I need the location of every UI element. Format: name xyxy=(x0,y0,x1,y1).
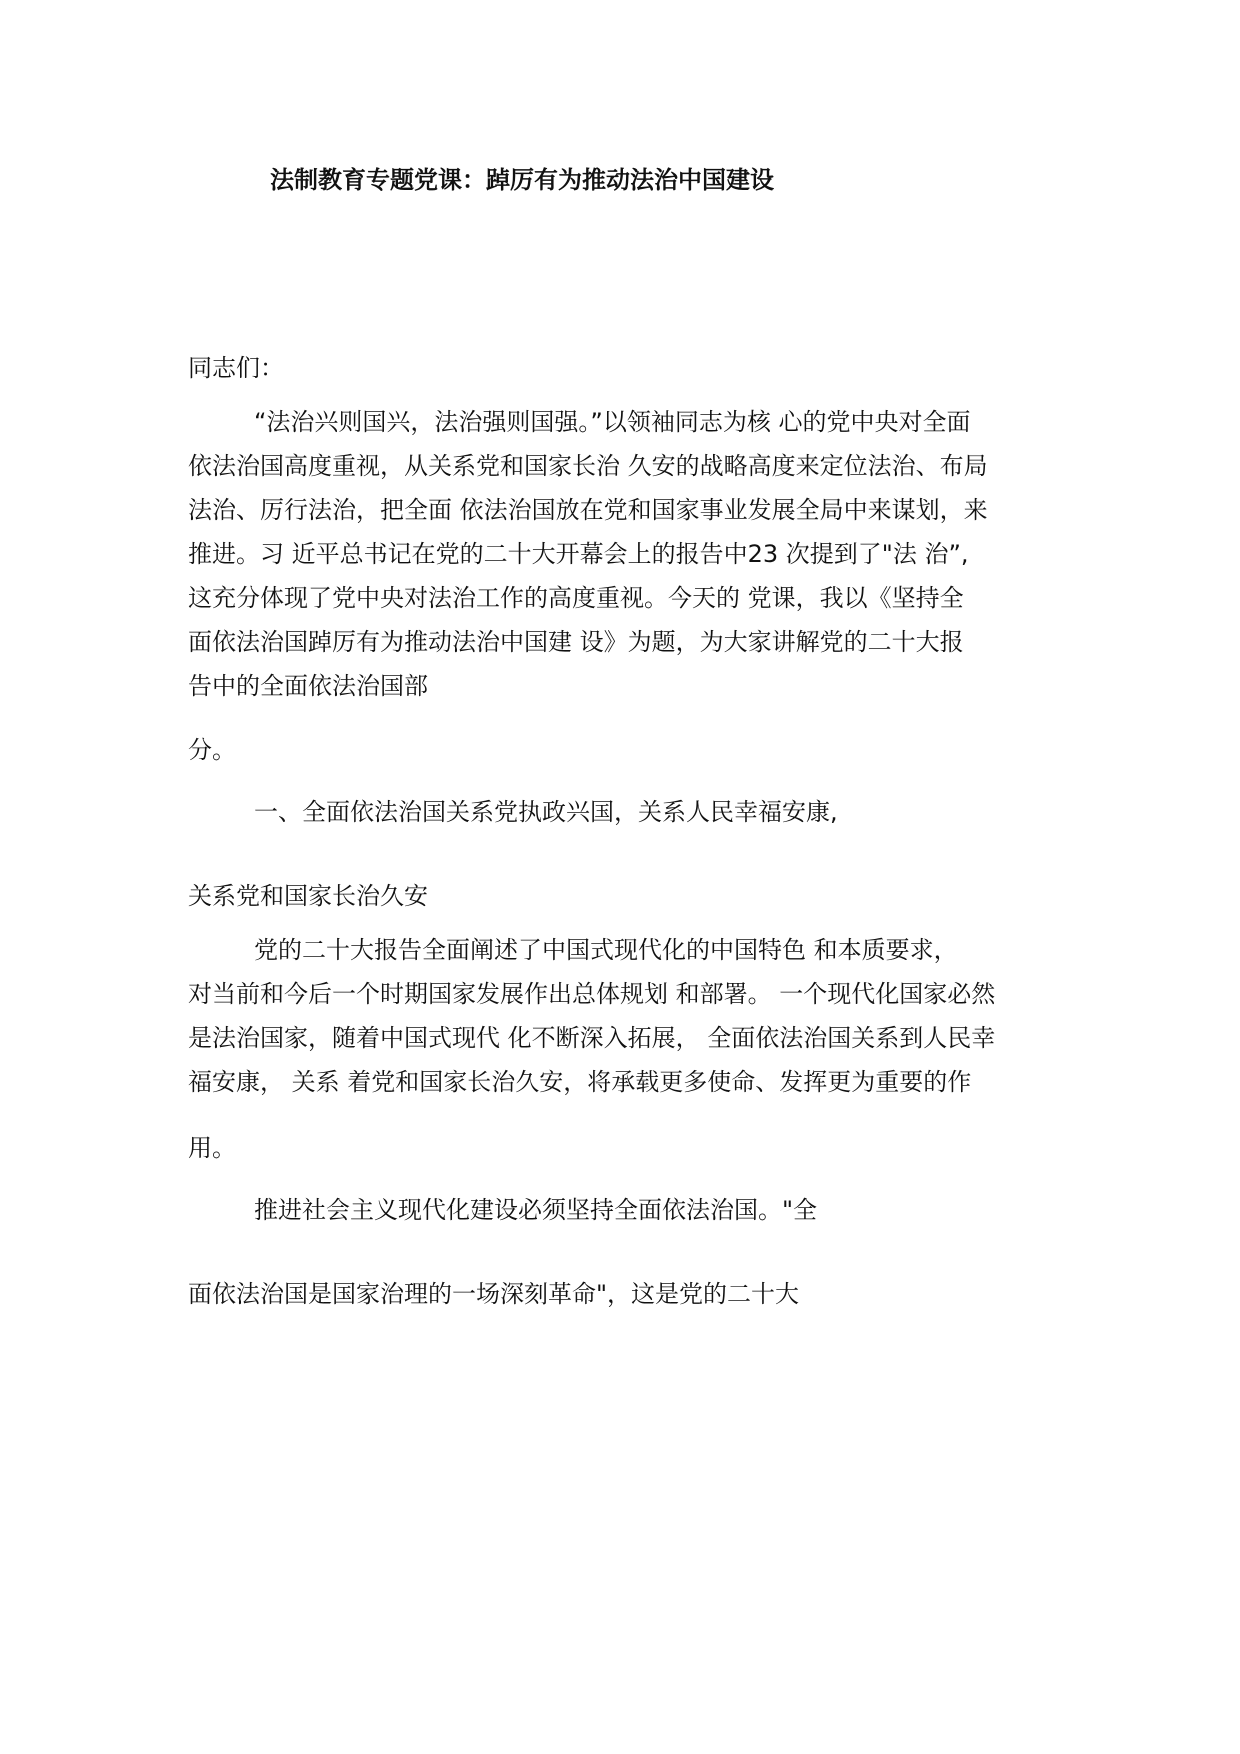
paragraph-line: 依法治国高度重视，从关系党和国家长治 久安的战略高度来定位法治、布局 xyxy=(188,452,988,480)
paragraph-line: 面依法治国是国家治理的一场深刻革命"，这是党的二十大 xyxy=(188,1280,800,1308)
paragraph-line: 面依法治国踔厉有为推动法治中国建 设》为题，为大家讲解党的二十大报 xyxy=(188,628,964,656)
paragraph-line: “法治兴则国兴，法治强则国强。”以领袖同志为核 心的党中央对全面 xyxy=(254,408,971,436)
paragraph-line: 法治、厉行法治，把全面 依法治国放在党和国家事业发展全局中来谋划，来 xyxy=(188,496,988,524)
paragraph-line: 这充分体现了党中央对法治工作的高度重视。今天的 党课，我以《坚持全 xyxy=(188,584,964,612)
paragraph-line: 推进社会主义现代化建设必须坚持全面依法治国。"全 xyxy=(254,1196,818,1224)
paragraph-line: 分。 xyxy=(188,736,236,764)
paragraph-line: 对当前和今后一个时期国家发展作出总体规划 和部署。 一个现代化国家必然 xyxy=(188,980,996,1008)
document-title: 法制教育专题党课：踔厉有为推动法治中国建设 xyxy=(270,166,774,194)
paragraph-line: 是法治国家，随着中国式现代 化不断深入拓展， 全面依法治国关系到人民幸 xyxy=(188,1024,996,1052)
paragraph-line: 福安康， 关系 着党和国家长治久安，将承载更多使命、发挥更为重要的作 xyxy=(188,1068,972,1096)
paragraph-line: 推进。习 近平总书记在党的二十大开幕会上的报告中23 次提到了"法 治”, xyxy=(188,540,969,568)
salutation: 同志们： xyxy=(188,354,284,382)
paragraph-line: 党的二十大报告全面阐述了中国式现代化的中国特色 和本质要求， xyxy=(254,936,958,964)
paragraph-line: 用。 xyxy=(188,1134,236,1162)
section-heading: 关系党和国家长治久安 xyxy=(188,882,428,910)
paragraph-line: 告中的全面依法治国部 xyxy=(188,672,428,700)
section-heading: 一、全面依法治国关系党执政兴国，关系人民幸福安康, xyxy=(254,798,838,826)
